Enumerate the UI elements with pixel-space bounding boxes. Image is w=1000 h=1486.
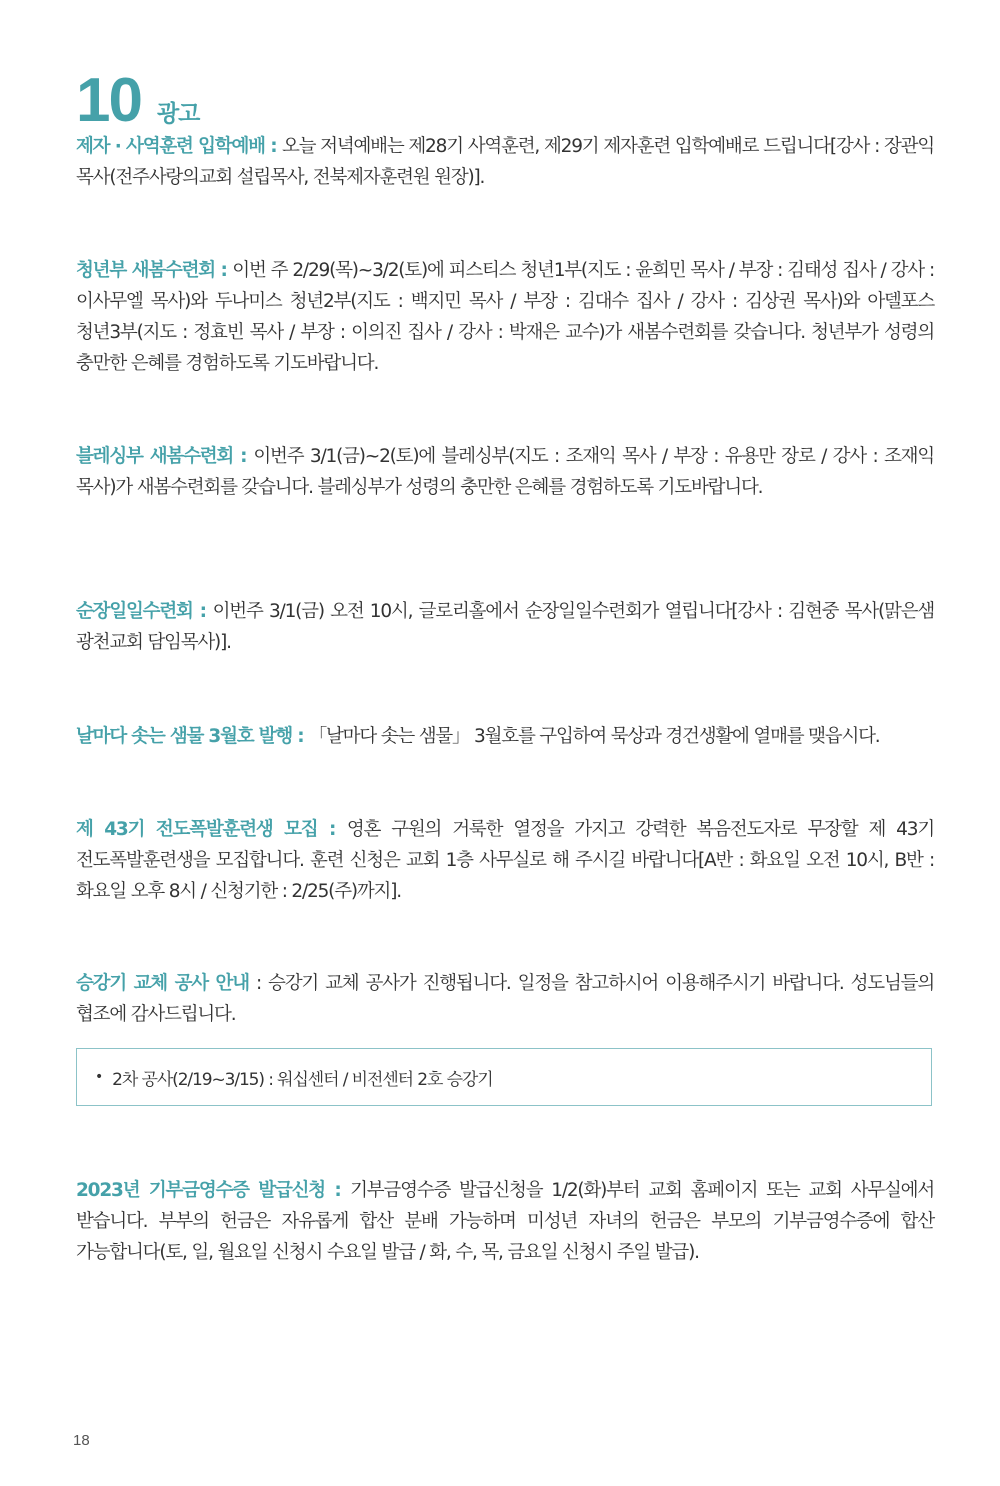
elevator-schedule-box [76,1048,932,1106]
notice-title: 제자 · 사역훈련 입학예배 : [76,136,282,157]
notice-body: 이번 주 2/29(목)~3/2(토)에 피스티스 청년1부(지도 : 윤희민 목사 / 부장 : 김태성 집사 / 강사 : 이사무엘 목사)와 두나미스 청년2부(지도 : 백지민 목사 / 부장 : 김대수 집사 / 강사 : 김상권 목사)와 아델포스 청년3부(지도 : 정효빈 목사 / 부장 : 이의진 집사 / 강사 : 박재은 교수)가 새봄수련회를 갖습니다. 청년부가 성령의 충만한 은혜를 경험하도록 기도바랍니다. [76,260,934,374]
notice-body: 「날마다 솟는 샘물」 3월호를 구입하여 묵상과 경건생활에 열매를 맺읍시다. [308,726,880,747]
bullet-icon: • [95,1069,103,1085]
notice-body: : 승강기 교체 공사가 진행됩니다. 일정을 참고하시어 이용해주시기 바랍니다. 성도님들의 협조에 감사드립니다. [76,973,934,1025]
notice-body: 이번주 3/1(금) 오전 10시, 글로리홀에서 순장일일수련회가 열립니다[강사 : 김현중 목사(맑은샘 광천교회 담임목사)]. [76,601,934,653]
notice-title: 2023년 기부금영수증 발급신청 : [76,1180,351,1201]
page-number: 18 [73,1432,90,1449]
notice-evangelism-recruitment [76,814,934,907]
notice-donation-receipt [76,1175,934,1268]
section-title: 광고 [156,101,200,127]
notice-blessing-retreat [76,441,934,503]
elevator-schedule-text: 2차 공사(2/19~3/15) : 워십센터 / 비전센터 2호 승강기 [112,1069,493,1090]
notice-title: 승강기 교체 공사 안내 [76,973,249,994]
notice-body: 기부금영수증 발급신청을 1/2(화)부터 교회 홈페이지 또는 교회 사무실에서 받습니다. 부부의 헌금은 자유롭게 합산 분배 가능하며 미성년 자녀의 헌금은 부모의 기부금영수증에 합산 가능합니다(토, 일, 월요일 신청시 수요일 발급 / 화, 수, 목, 금요일 신청시 주일 발급). [76,1180,935,1263]
notice-discipleship-entrance [76,131,934,193]
notice-leader-retreat [76,596,934,658]
notice-title: 날마다 솟는 샘물 3월호 발행 : [76,726,309,747]
notice-title: 순장일일수련회 : [76,601,213,622]
notice-daily-spring-issue [76,721,934,752]
notice-body: 이번주 3/1(금)~2(토)에 블레싱부(지도 : 조재익 목사 / 부장 : 유용만 장로 / 강사 : 조재익 목사)가 새봄수련회를 갖습니다. 블레싱부가 성령의 충만한 은혜를 경험하도록 기도바랍니다. [76,446,934,498]
notice-title: 제 43기 전도폭발훈련생 모집 : [76,819,347,840]
notice-title: 블레싱부 새봄수련회 : [76,446,254,467]
section-header [76,66,200,135]
notice-youth-retreat [76,255,934,379]
notice-title: 청년부 새봄수련회 : [76,260,233,281]
section-number: 10 [76,66,141,135]
notice-body: 영혼 구원의 거룩한 열정을 가지고 강력한 복음전도자로 무장할 제 43기 전도폭발훈련생을 모집합니다. 훈련 신청은 교회 1층 사무실로 해 주시길 바랍니다[A반 : 화요일 오전 10시, B반 : 화요일 오후 8시 / 신청기한 : 2/25(주)까지]. [76,819,934,902]
notice-body: 오늘 저녁예배는 제28기 사역훈련, 제29기 제자훈련 입학예배로 드립니다[강사 : 장관익 목사(전주사랑의교회 설립목사, 전북제자훈련원 원장)]. [76,136,934,188]
notice-elevator-replacement [76,968,934,1030]
